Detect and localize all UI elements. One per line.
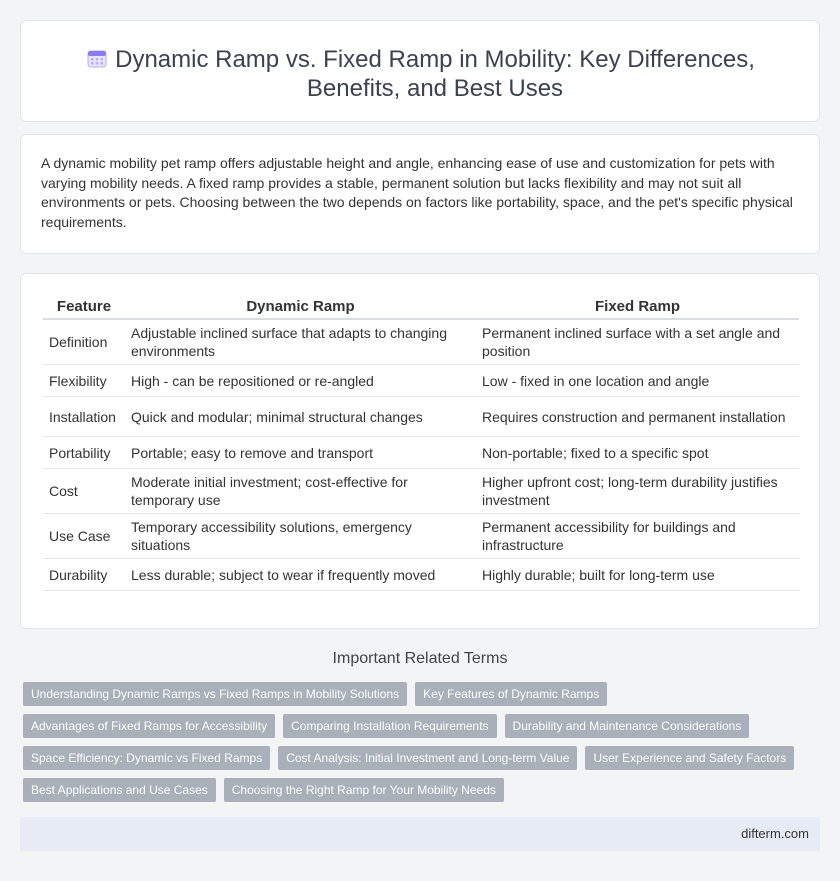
tag-row xyxy=(23,714,813,738)
tag-row xyxy=(23,746,813,770)
row-dynamic: Moderate initial investment; cost-effective for temporary use xyxy=(125,469,476,514)
row-dynamic: Temporary accessibility solutions, emergency situations xyxy=(125,514,476,559)
tag-row xyxy=(23,778,813,802)
intro-paragraph: A dynamic mobility pet ramp offers adjustable height and angle, enhancing ease of use and customization for pets with varying mobility needs. A fixed ramp provides a stable, permanent solution but lacks flexibility and may not suit all environments or pets. Choosing between the two depends on factors like portability, space, and the pet's specific physical requirements. xyxy=(41,155,793,230)
row-dynamic: Less durable; subject to wear if frequently moved xyxy=(125,559,476,591)
related-term-tag[interactable]: Space Efficiency: Dynamic vs Fixed Ramps xyxy=(23,746,270,770)
header-dynamic-ramp: Dynamic Ramp xyxy=(125,294,476,320)
page-title: Dynamic Ramp vs. Fixed Ramp in Mobility: Key Differences, Benefits, and Best Uses xyxy=(115,46,755,102)
table-row xyxy=(43,514,799,559)
row-fixed: Higher upfront cost; long-term durability justifies investment xyxy=(476,469,799,514)
intro-card xyxy=(20,134,820,254)
row-feature: Cost xyxy=(43,469,125,514)
related-term-tag[interactable]: Advantages of Fixed Ramps for Accessibility xyxy=(23,714,275,738)
header-feature: Feature xyxy=(43,294,125,320)
row-feature: Portability xyxy=(43,437,125,469)
table-header-row xyxy=(43,294,799,320)
row-feature: Flexibility xyxy=(43,365,125,397)
row-fixed: Non-portable; fixed to a specific spot xyxy=(476,437,799,469)
footer xyxy=(20,817,820,851)
row-dynamic: High - can be repositioned or re-angled xyxy=(125,365,476,397)
tag-row xyxy=(23,682,813,706)
table-row xyxy=(43,365,799,397)
row-fixed: Highly durable; built for long-term use xyxy=(476,559,799,591)
header-fixed-ramp: Fixed Ramp xyxy=(476,294,799,320)
comparison-table-card xyxy=(20,273,820,629)
table-row xyxy=(43,397,799,437)
table-row xyxy=(43,469,799,514)
row-dynamic: Quick and modular; minimal structural changes xyxy=(125,397,476,437)
related-term-tag[interactable]: Durability and Maintenance Considerations xyxy=(505,714,750,738)
row-dynamic: Adjustable inclined surface that adapts to changing environments xyxy=(125,320,476,365)
related-term-tag[interactable]: Cost Analysis: Initial Investment and Long-term Value xyxy=(278,746,577,770)
related-term-tag[interactable]: Best Applications and Use Cases xyxy=(23,778,216,802)
related-terms-title: Important Related Terms xyxy=(332,650,508,667)
header-card xyxy=(20,20,820,122)
row-feature: Installation xyxy=(43,397,125,437)
table-row xyxy=(43,437,799,469)
row-fixed: Requires construction and permanent installation xyxy=(476,397,799,437)
related-term-tag[interactable]: User Experience and Safety Factors xyxy=(585,746,794,770)
row-feature: Definition xyxy=(43,320,125,365)
related-term-tag[interactable]: Key Features of Dynamic Ramps xyxy=(415,682,607,706)
related-term-tag[interactable]: Choosing the Right Ramp for Your Mobility Needs xyxy=(224,778,504,802)
related-term-tag[interactable]: Comparing Installation Requirements xyxy=(283,714,496,738)
row-feature: Durability xyxy=(43,559,125,591)
row-fixed: Permanent inclined surface with a set angle and position xyxy=(476,320,799,365)
row-feature: Use Case xyxy=(43,514,125,559)
row-fixed: Low - fixed in one location and angle xyxy=(476,365,799,397)
table-row xyxy=(43,559,799,591)
related-terms-list xyxy=(23,682,813,810)
footer-site-link[interactable]: difterm.com xyxy=(741,826,809,841)
related-term-tag[interactable]: Understanding Dynamic Ramps vs Fixed Ramps in Mobility Solutions xyxy=(23,682,407,706)
row-fixed: Permanent accessibility for buildings and infrastructure xyxy=(476,514,799,559)
comparison-table xyxy=(43,294,799,591)
table-row xyxy=(43,320,799,365)
row-dynamic: Portable; easy to remove and transport xyxy=(125,437,476,469)
